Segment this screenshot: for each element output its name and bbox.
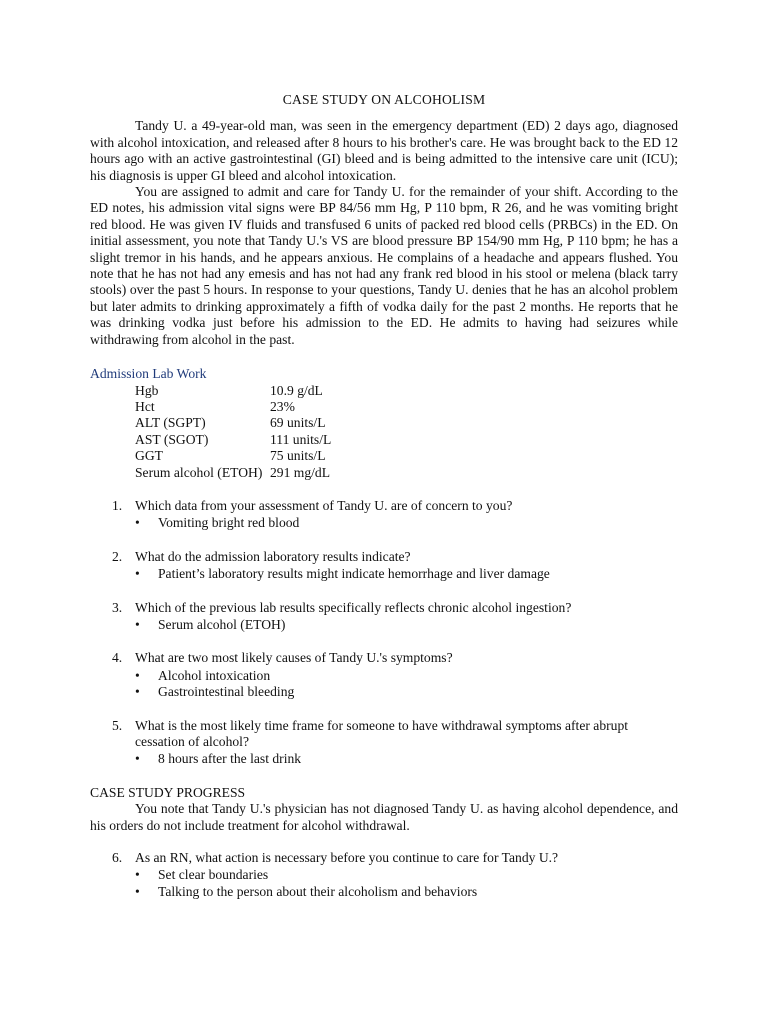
answer-list <box>135 515 678 531</box>
question-number: 2. <box>112 548 123 564</box>
question-text: Which of the previous lab results specifically reflects chronic alcohol ingestion? <box>135 599 572 615</box>
answer-text: Patient’s laboratory results might indicate hemorrhage and liver damage <box>158 566 550 582</box>
question-item <box>90 650 678 700</box>
lab-row <box>135 448 331 464</box>
lab-name: Hct <box>135 398 155 414</box>
bullet-icon: • <box>135 667 140 683</box>
question-text: What is the most likely time frame for someone to have withdrawal symptoms after abrupt cessation of alcohol? <box>135 717 629 749</box>
question-number: 4. <box>112 650 123 666</box>
lab-name: Serum alcohol (ETOH) <box>135 464 263 480</box>
question-text: What do the admission laboratory results indicate? <box>135 548 411 564</box>
question-number: 3. <box>112 599 123 615</box>
lab-row <box>135 399 331 415</box>
answer-text: Talking to the person about their alcoholism and behaviors <box>158 883 478 899</box>
lab-name: GGT <box>135 448 163 464</box>
answer-item <box>135 867 678 883</box>
answer-item <box>135 515 678 531</box>
question-number: 6. <box>112 850 123 866</box>
bullet-icon: • <box>135 616 140 632</box>
bullet-icon: • <box>135 684 140 700</box>
lab-row <box>135 465 331 481</box>
lab-value: 23% <box>270 398 295 414</box>
question-text: Which data from your assessment of Tandy U. are of concern to you? <box>135 497 513 513</box>
question-list <box>90 498 678 768</box>
lab-row <box>135 383 331 399</box>
intro-paragraph: Tandy U. a 49-year-old man, was seen in the emergency department (ED) 2 days ago, diagnosed with alcohol intoxication, and released after 8 hours to his brother's care. He was brought back to the ED 12 hours ago with an active gastrointestinal (GI) bleed and is being admitted to the intensive care unit (ICU); his diagnosis is upper GI bleed and alcohol intoxication. <box>90 118 678 183</box>
answer-text: Gastrointestinal bleeding <box>158 684 295 700</box>
question-item <box>90 718 678 768</box>
question-item <box>90 498 678 532</box>
lab-work-table <box>135 383 331 481</box>
answer-list <box>135 751 678 767</box>
question-text: As an RN, what action is necessary before you continue to care for Tandy U.? <box>135 850 559 866</box>
lab-row <box>135 415 331 431</box>
answer-item <box>135 684 678 700</box>
answer-text: 8 hours after the last drink <box>158 751 302 767</box>
answer-list <box>135 566 678 582</box>
question-number: 5. <box>112 717 123 733</box>
lab-name: AST (SGOT) <box>135 431 209 447</box>
answer-text: Vomiting bright red blood <box>158 515 300 531</box>
document-page <box>90 92 678 917</box>
lab-name: Hgb <box>135 382 159 398</box>
answer-item <box>135 884 678 900</box>
lab-work-heading: Admission Lab Work <box>90 366 207 382</box>
bullet-icon: • <box>135 867 140 883</box>
question-number: 1. <box>112 497 123 513</box>
answer-list <box>135 867 678 900</box>
answer-list <box>135 617 678 633</box>
answer-text: Serum alcohol (ETOH) <box>158 616 286 632</box>
bullet-icon: • <box>135 751 140 767</box>
bullet-icon: • <box>135 515 140 531</box>
answer-item <box>135 566 678 582</box>
answer-text: Set clear boundaries <box>158 867 269 883</box>
lab-row <box>135 432 331 448</box>
lab-value: 111 units/L <box>270 431 332 447</box>
lab-value: 75 units/L <box>270 448 326 464</box>
case-progress-heading: CASE STUDY PROGRESS <box>90 784 246 800</box>
lab-name: ALT (SGPT) <box>135 415 206 431</box>
answer-item <box>135 751 678 767</box>
question-list-progress <box>90 850 678 900</box>
progress-paragraph: You note that Tandy U.'s physician has not diagnosed Tandy U. as having alcohol dependence, and his orders do not include treatment for alcohol withdrawal. <box>90 801 678 833</box>
document-title: CASE STUDY ON ALCOHOLISM <box>282 92 486 107</box>
assessment-paragraph: You are assigned to admit and care for Tandy U. for the remainder of your shift. According to the ED notes, his admission vital signs were BP 84/56 mm Hg, P 110 bpm, R 26, and he was vomiting bright red blood. He was given IV fluids and transfused 6 units of packed red blood cells (PRBCs) in the ED. On initial assessment, you note that Tandy U.'s VS are blood pressure BP 154/90 mm Hg, P 110 bpm; he has a slight tremor in his hands, and he appears anxious. He complains of a headache and appears flushed. You note that he has not had any emesis and has not had any frank red blood in his stool or melena (black tarry stools) over the past 5 hours. In response to your questions, Tandy U. denies that he has an alcohol problem but later admits to drinking approximately a fifth of vodka daily for the past 2 months. He reports that he was drinking vodka just before his admission to the ED. He admits to having had seizures while withdrawing from alcohol in the past. <box>90 184 678 347</box>
lab-value: 291 mg/dL <box>270 464 331 480</box>
answer-text: Alcohol intoxication <box>158 667 271 683</box>
lab-value: 69 units/L <box>270 415 326 431</box>
answer-item <box>135 668 678 684</box>
bullet-icon: • <box>135 566 140 582</box>
question-item <box>90 850 678 900</box>
question-item <box>90 600 678 634</box>
answer-item <box>135 617 678 633</box>
question-text: What are two most likely causes of Tandy U.'s symptoms? <box>135 650 453 666</box>
answer-list <box>135 668 678 701</box>
question-item <box>90 549 678 583</box>
bullet-icon: • <box>135 883 140 899</box>
lab-value: 10.9 g/dL <box>270 382 323 398</box>
